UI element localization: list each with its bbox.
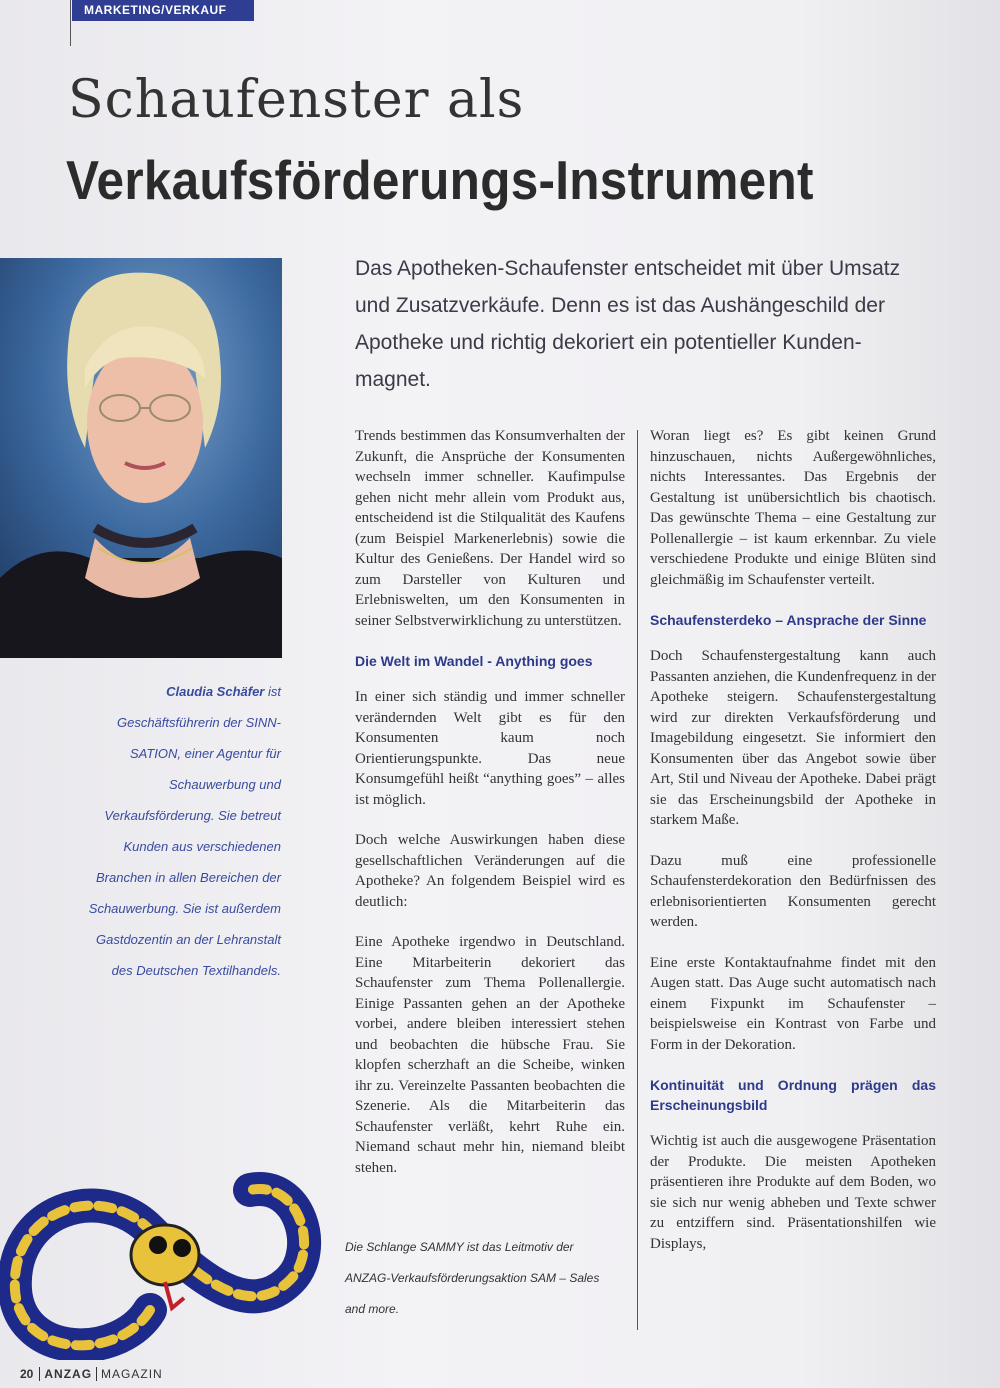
subheading: Kontinuität und Ordnung prägen das Erscheinungsbild [650,1077,936,1113]
paragraph: In einer sich ständig und immer schneller verändernden Welt gibt es für den Konsumenten kaum noch Orientierungspunkte. Das neue Konsumgefühl heißt “anything goes” – alles ist möglich. [355,689,625,808]
paragraph: Doch welche Auswirkungen haben diese gesellschaftlichen Veränderungen auf die Apotheke? An folgendem Beispiel wird es deutlich: [355,832,625,910]
lead-line: Das Apotheken-Schaufenster entscheidet mit über Umsatz [355,257,901,280]
lead-paragraph [355,250,915,398]
author-name: Claudia Schäfer [166,684,265,699]
magazine-label: MAGAZIN [101,1367,163,1381]
page-footer [20,1363,163,1385]
portrait-illustration [0,258,282,658]
paragraph: Eine Apotheke irgendwo in Deutschland. Eine Mitarbeiterin dekoriert das Schaufenster zum Thema Pollenallergie. Einige Passanten gehen an der Apotheke vorbei, andere bleiben interessiert stehen und beobachten die hübsche Frau. Sie klopfen scherzhaft an die Scheibe, winken ihr zu. Vereinzelte Passanten beobachten die Szenerie. Als die Mitarbeiterin das Schaufenster verläßt, kehrt Ruhe ein. Niemand schaut mehr hin, niemand bleibt stehen. [355,934,625,1176]
paragraph: Doch Schaufenstergestaltung kann auch Passanten anziehen, die Kundenfrequenz in der Apotheke steigern. Schaufenstergestaltung wird zur direkten Verkaufsförderung und Imagebildung eingesetzt. Sie informiert den Konsumenten über das Angebot sowie über Art, Stil und Niveau der Apotheke. Dabei prägt sie das Erscheinungsbild der Apotheke in starkem Maße. [650,648,936,828]
paragraph: Wichtig ist auch die ausgewogene Präsentation der Produkte. Die meisten Apotheken präsentieren ihre Produkte auf dem Boden, wo sie sich nur wenig abheben und Texte schwer zu entziffern sind. Präsentationshilfen wie Displays, [650,1133,936,1252]
headline-line2: Verkaufsförderungs-Instrument [66,149,814,211]
article-column-2 [650,426,936,1274]
paragraph: Trends bestimmen das Konsumverhalten der Zukunft, die Ansprüche der Konsumenten wechseln immer schneller. Kaufimpulse gehen nicht mehr allein vom Produkt aus, entscheidend ist die Stilqualität des Kaufens (zum Beispiel Markenerlebnis) sowie die Kultur des Genießens. Der Handel wird so zum Darsteller von Kulturen und Erlebniswelten, um den Konsumenten in seiner Selbstverwirklichung zu unterstützen. [355,428,625,629]
header-rule [70,0,71,46]
paragraph: Eine erste Kontaktaufnahme findet mit den Augen statt. Das Auge sucht automatisch nach einem Fixpunkt im Schaufenster – beispielsweise ein Kontrast von Farbe und Form in der Dekoration. [650,954,936,1053]
subheading: Schaufensterdeko – Ansprache der Sinne [650,612,927,628]
lead-line: magnet. [355,368,431,391]
author-portrait [0,258,282,658]
author-bio [85,676,281,986]
lead-line: und Zusatzverkäufe. Denn es ist das Aushängeschild der [355,294,885,317]
paragraph: Dazu muß eine professionelle Schaufensterdekoration den Bedürfnissen des erlebnisorientierten Konsumenten gerecht werden. [650,852,936,930]
lead-line: Apotheke und richtig dekoriert ein potentieller Kunden- [355,331,862,354]
author-bio-text: ist Geschäftsführerin der SINN-SATION, einer Agentur für Schauwerbung und Verkaufsförderung. Sie betreut Kunden aus verschiedenen Branchen in allen Bereichen der Schauwerbung. Sie ist außerdem Gastdozentin an der Lehranstalt des Deutschen Textilhandels. [88,684,281,978]
snake-mascot-illustration [0,1060,330,1360]
column-divider [637,430,638,1330]
magazine-brand: ANZAG [39,1367,97,1381]
page-number: 20 [20,1367,34,1381]
section-tag: MARKETING/VERKAUF [72,0,254,21]
headline-line1: Schaufenster als [68,70,525,130]
article-column-1 [355,426,625,1198]
paragraph: Woran liegt es? Es gibt keinen Grund hinzuschauen, nichts Außergewöhnliches, nichts Interessantes. Das Ergebnis der Gestaltung ist unübersichtlich bis chaotisch. Das gewünschte Thema – eine Gestaltung zur Pollenallergie – ist kaum erkennbar. Zu viele verschiedene Produkte und einige Blüten sind gleichmäßig im Schaufenster verteilt. [650,428,936,588]
image-caption: Die Schlange SAMMY ist das Leitmotiv der ANZAG-Verkaufsförderungsaktion SAM – Sales and more. [345,1240,600,1316]
subheading: Die Welt im Wandel - Anything goes [355,653,593,669]
